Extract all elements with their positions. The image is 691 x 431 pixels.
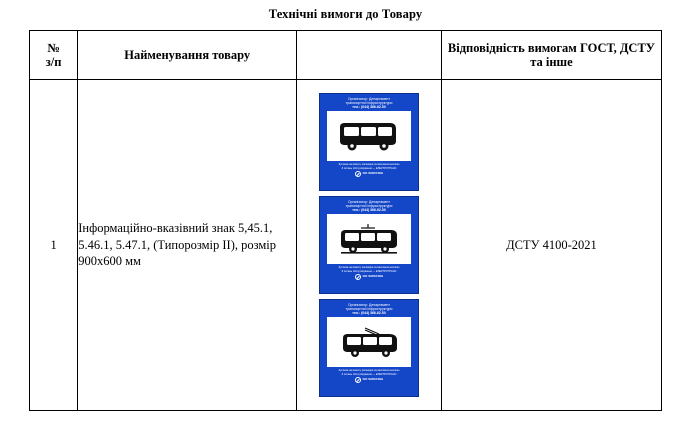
sign-bus-no-smoking — [324, 171, 414, 177]
sign-trolleybus-organizer-line2: транспортної інфраструктури — [345, 307, 393, 312]
document-page — [0, 7, 691, 431]
sign-trolleybus-bottom-text — [324, 369, 414, 383]
cell-standard: ДСТУ 4100-2021 — [441, 80, 661, 411]
sign-tram-bottom-line2: З питань обслуговування — ЕЛЕКТРОТРАНС — [341, 269, 397, 273]
column-header-name: Найменування товару — [78, 31, 297, 80]
sign-trolleybus-bottom-line1: Зупинка на вимогу пасажира за викликом кнопкою — [338, 369, 400, 373]
cell-item-name: Інформаційно-вказівний знак 5,45.1, 5.46.1, 5.47.1, (Типорозмір ІІ), розмір 900х600 мм — [78, 80, 297, 411]
sign-bus-bottom-line1: Зупинка на вимогу пасажира за викликом кнопкою — [338, 163, 400, 167]
cell-row-number: 1 — [30, 80, 78, 411]
no-smoking-icon — [355, 274, 361, 280]
column-header-number-line1: № — [47, 41, 60, 55]
table-header — [30, 31, 662, 80]
tram-icon — [335, 223, 403, 255]
sign-tram-bottom-text — [324, 266, 414, 280]
sign-trolleybus-organizer-line1: Організатор: Департамент — [348, 303, 390, 307]
no-smoking-icon — [355, 171, 361, 177]
sign-tram-organizer-line2: транспортної інфраструктури — [345, 204, 393, 209]
road-sign-trolleybus — [319, 299, 419, 397]
cell-item-image — [297, 80, 442, 411]
sign-bus-organizer-line2: транспортної інфраструктури — [345, 101, 393, 106]
sign-bus-no-smoking-label: NO SMOKING — [362, 171, 384, 176]
table-header-row — [30, 31, 662, 80]
column-header-image — [297, 31, 442, 80]
trolleybus-icon — [335, 326, 403, 358]
sign-trolleybus-phone: тел.: (044) 366-62-50 — [352, 311, 386, 316]
sign-tram-organizer-line1: Організатор: Департамент — [348, 200, 390, 204]
sign-trolleybus-no-smoking — [324, 377, 414, 383]
sign-tram-no-smoking — [324, 274, 414, 280]
sign-tram-pictogram-panel — [327, 214, 411, 264]
column-header-number — [30, 31, 78, 80]
column-header-standard: Відповідність вимогам ГОСТ, ДСТУ та інше — [441, 31, 661, 80]
sign-trolleybus-no-smoking-label: NO SMOKING — [362, 377, 384, 382]
road-sign-stack — [297, 93, 441, 397]
sign-tram-phone: тел.: (044) 366-62-50 — [352, 208, 386, 213]
sign-trolleybus-pictogram-panel — [327, 317, 411, 367]
sign-tram-top-text — [324, 200, 414, 212]
table-row — [30, 80, 662, 411]
sign-bus-pictogram-panel — [327, 111, 411, 161]
sign-bus-bottom-line2: З питань обслуговування — ЕЛЕКТРОТРАНС — [341, 166, 397, 170]
sign-trolleybus-top-text — [324, 303, 414, 315]
requirements-table — [29, 30, 662, 411]
no-smoking-icon — [355, 377, 361, 383]
table-body — [30, 80, 662, 411]
road-sign-bus — [319, 93, 419, 191]
sign-bus-bottom-text — [324, 163, 414, 177]
page-title: Технічні вимоги до Товару — [268, 7, 423, 21]
sign-bus-top-text — [324, 97, 414, 109]
road-sign-tram — [319, 196, 419, 294]
bus-icon — [336, 121, 402, 151]
column-header-number-line2: з/п — [45, 55, 62, 69]
sign-tram-bottom-line1: Зупинка на вимогу пасажира за викликом кнопкою — [338, 266, 400, 270]
sign-tram-no-smoking-label: NO SMOKING — [362, 274, 384, 279]
sign-bus-organizer-line1: Організатор: Департамент — [348, 97, 390, 101]
sign-bus-phone: тел.: (044) 366-62-50 — [352, 105, 386, 110]
sign-trolleybus-bottom-line2: З питань обслуговування — ЕЛЕКТРОТРАНС — [341, 372, 397, 376]
